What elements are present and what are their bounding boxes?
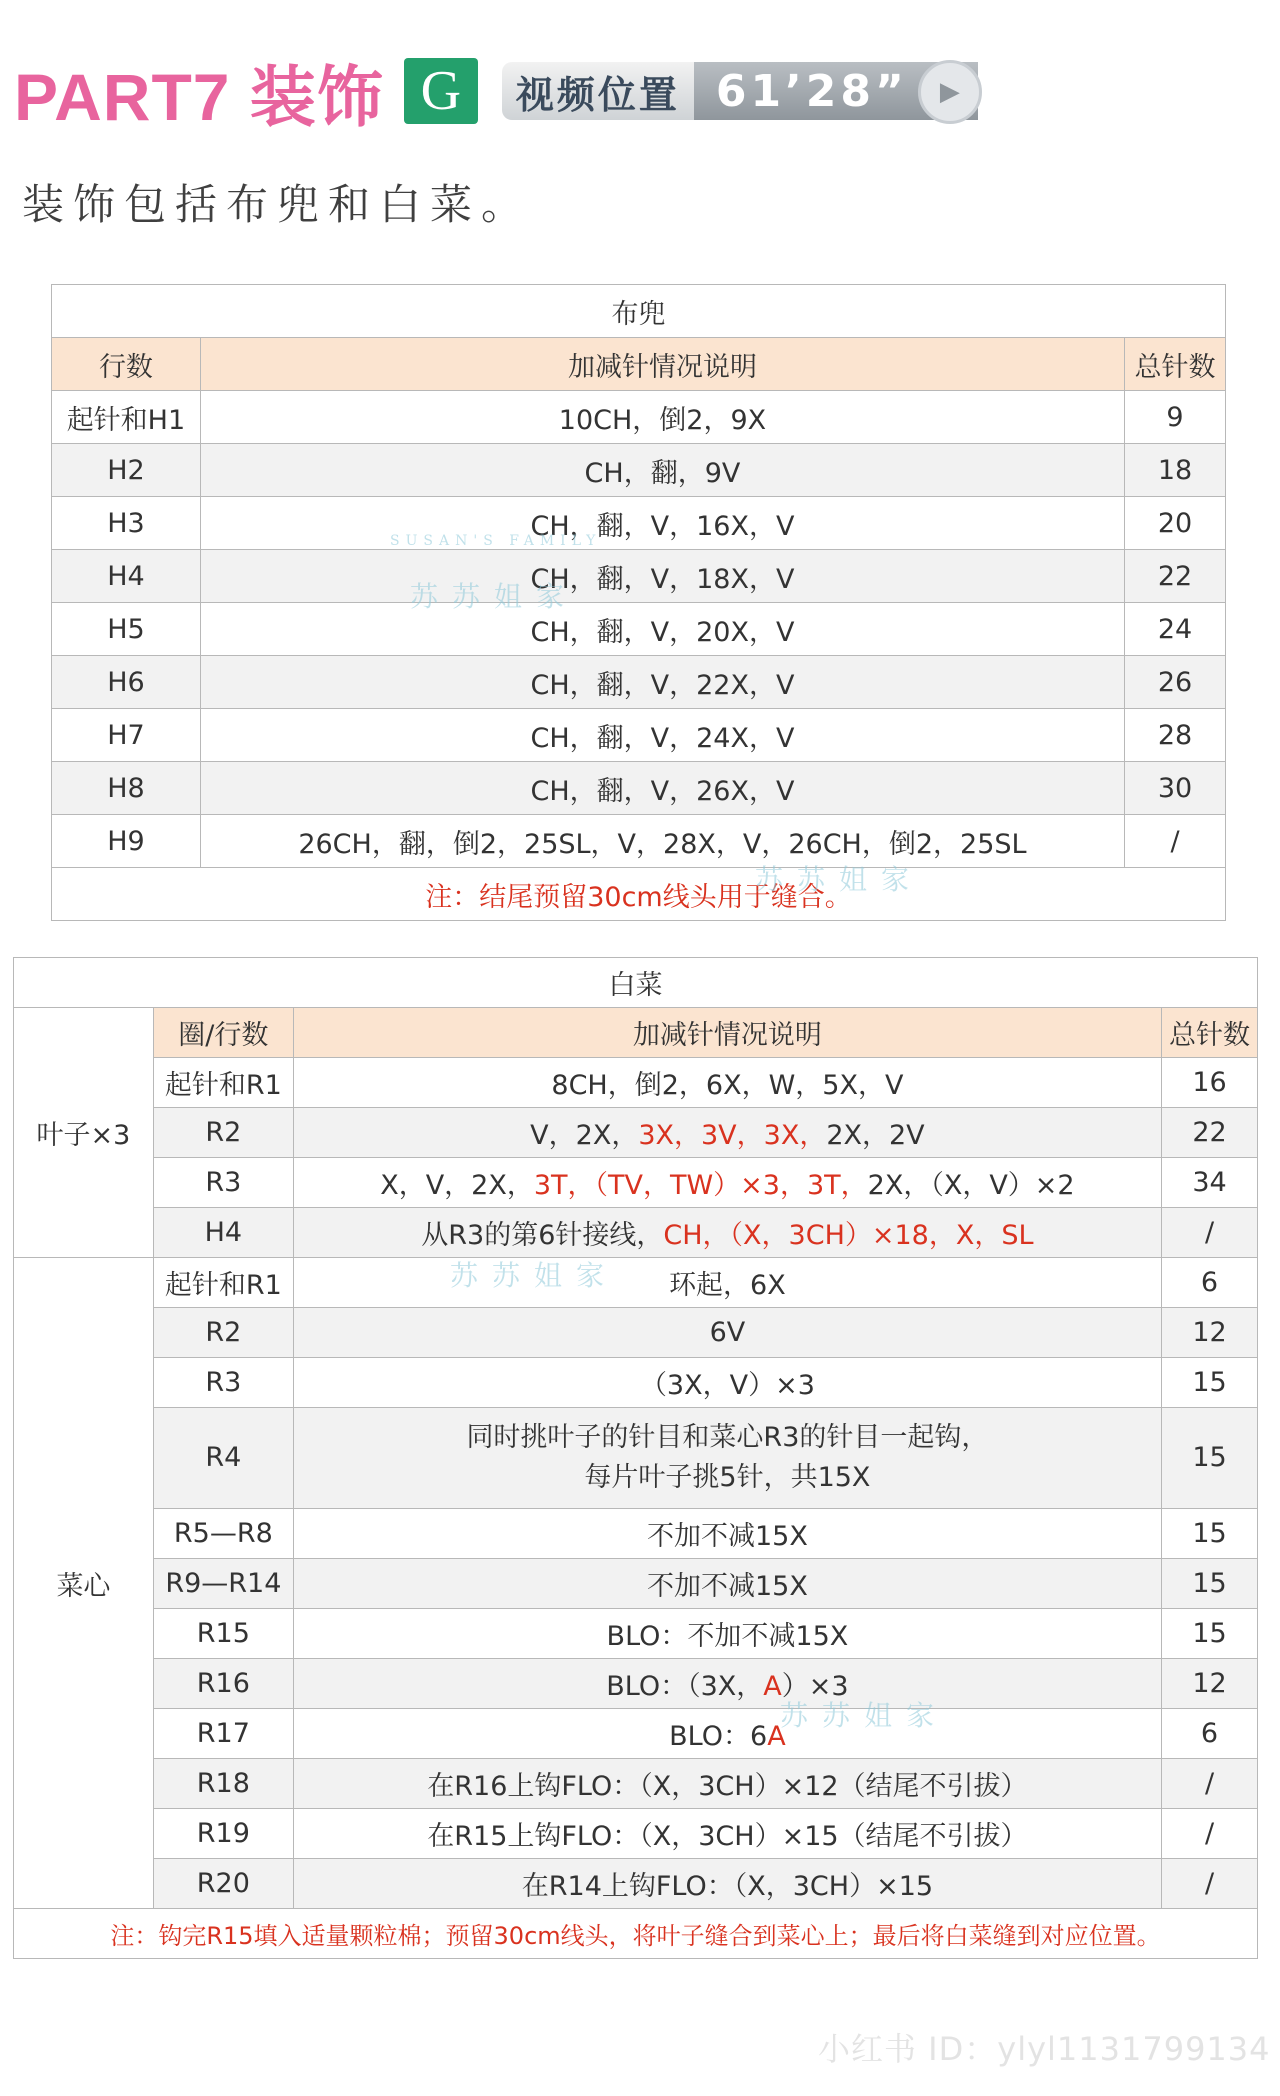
row-total: 12 [1162,1659,1258,1709]
row-label: R9—R14 [153,1559,293,1609]
row-total: 9 [1125,391,1226,444]
row-label: H7 [52,709,201,762]
brand-watermark: 苏苏姐家 [780,1699,949,1732]
cabbage-note: 注：钩完R15填入适量颗粒棉；预留30cm线头，将叶子缝合到菜心上；最后将白菜缝到对应位置。 [14,1909,1258,1959]
table-row [52,656,1226,709]
row-desc: 环起，6X [293,1258,1161,1308]
table-row [14,1659,1258,1709]
row-label: 起针和H1 [52,391,201,444]
row-total: 28 [1125,709,1226,762]
row-label: 起针和R1 [153,1258,293,1308]
desc-line: 每片叶子挑5针，共15X [584,1462,871,1493]
table-row [14,1108,1258,1158]
row-total: / [1162,1809,1258,1859]
table-row [52,497,1226,550]
row-desc [293,1208,1161,1258]
row-total: / [1125,815,1226,868]
table-row [14,1258,1258,1308]
desc-part: X，V，2X， [380,1170,534,1201]
desc-part: BLO：6 [669,1721,768,1752]
desc-part: V，2X， [530,1120,639,1151]
row-label: H6 [52,656,201,709]
row-total: 20 [1125,497,1226,550]
row-total: 15 [1162,1408,1258,1509]
row-label: R5—R8 [153,1509,293,1559]
table-row [14,1859,1258,1909]
row-desc [293,1108,1161,1158]
table-row [52,709,1226,762]
row-desc: CH，翻，V，20X，V [200,603,1124,656]
row-total: 15 [1162,1358,1258,1408]
col-header-total: 总针数 [1162,1008,1258,1058]
row-total: 30 [1125,762,1226,815]
cabbage-table-title: 白菜 [14,958,1258,1008]
table-row [52,550,1226,603]
row-label: R4 [153,1408,293,1509]
row-desc: 不加不减15X [293,1509,1161,1559]
row-total: 22 [1125,550,1226,603]
row-label: H3 [52,497,201,550]
row-label: H5 [52,603,201,656]
desc-highlight: A [767,1721,786,1752]
row-desc: 8CH，倒2，6X，W，5X，V [293,1058,1161,1108]
col-header-row: 圈/行数 [153,1008,293,1058]
row-desc: 在R16上钩FLO：（X，3CH）×12（结尾不引拔） [293,1759,1161,1809]
footer-watermark: 小红书 ID：ylyl1131799134 [818,2030,1271,2068]
video-position-button[interactable] [502,62,978,120]
table-row [14,1408,1258,1509]
row-desc: CH，翻，V，16X，V [200,497,1124,550]
bag-note: 注：结尾预留30cm线头用于缝合。 [52,868,1226,921]
row-desc: 不加不减15X [293,1559,1161,1609]
row-label: R18 [153,1759,293,1809]
table-row [52,762,1226,815]
row-desc: BLO：不加不减15X [293,1609,1161,1659]
row-desc [293,1659,1161,1709]
row-label: R3 [153,1158,293,1208]
row-desc: 6V [293,1308,1161,1358]
row-total: 24 [1125,603,1226,656]
cabbage-table [13,957,1258,1959]
desc-highlight: 3T，（TV，TW）×3，3T， [533,1170,868,1201]
row-desc: CH，翻，9V [200,444,1124,497]
desc-part: BLO：（3X， [606,1671,764,1702]
row-total: / [1162,1208,1258,1258]
desc-line: 同时挑叶子的针目和菜心R3的针目一起钩， [466,1422,989,1453]
row-label: H9 [52,815,201,868]
bag-table-title: 布兜 [52,285,1226,338]
video-time: 61’28” [694,62,978,120]
row-desc [293,1158,1161,1208]
row-label: R20 [153,1859,293,1909]
brand-watermark: 苏苏姐家 [410,580,579,613]
table-row [14,1158,1258,1208]
row-total: 16 [1162,1058,1258,1108]
table-row [14,1308,1258,1358]
col-header-total: 总针数 [1125,338,1226,391]
col-header-row: 行数 [52,338,201,391]
brand-watermark-en: SUSAN'S FAMILY [390,533,602,549]
row-total: 6 [1162,1709,1258,1759]
desc-part: 从R3的第6针接线， [421,1220,664,1251]
table-row [14,1759,1258,1809]
col-header-desc: 加减针情况说明 [293,1008,1161,1058]
table-row [52,815,1226,868]
intro-text: 装饰包括布兜和白菜。 [22,180,533,229]
table-row [14,1208,1258,1258]
row-total: 18 [1125,444,1226,497]
row-label: R2 [153,1308,293,1358]
table-row [52,603,1226,656]
page-header [14,48,978,134]
row-total: 26 [1125,656,1226,709]
table-row [52,444,1226,497]
row-label: H8 [52,762,201,815]
row-label: 起针和R1 [153,1058,293,1108]
table-row [14,1609,1258,1659]
brand-watermark: 苏苏姐家 [450,1259,619,1292]
table-row [14,1809,1258,1859]
group-leaf: 叶子×3 [14,1008,154,1258]
group-heart: 菜心 [14,1258,154,1909]
row-total: / [1162,1759,1258,1809]
row-label: H4 [153,1208,293,1258]
table-row [14,1509,1258,1559]
play-icon[interactable]: ▶ [918,60,982,124]
bag-table [51,284,1226,921]
desc-part: 2X，（X，V）×2 [867,1170,1075,1201]
g-badge: G [404,58,478,124]
col-header-desc: 加减针情况说明 [200,338,1124,391]
table-row [14,1709,1258,1759]
row-desc: 26CH，翻，倒2，25SL，V，28X，V，26CH，倒2，25SL [200,815,1124,868]
row-total: 15 [1162,1559,1258,1609]
row-label: H4 [52,550,201,603]
row-desc: CH，翻，V，24X，V [200,709,1124,762]
row-label: R2 [153,1108,293,1158]
desc-part: ）×3 [781,1671,849,1702]
row-total: 15 [1162,1609,1258,1659]
row-label: R15 [153,1609,293,1659]
row-total: 12 [1162,1308,1258,1358]
desc-highlight: A [763,1671,782,1702]
video-position-label: 视频位置 [502,62,694,120]
row-label: R3 [153,1358,293,1408]
row-total: / [1162,1859,1258,1909]
row-desc: CH，翻，V，26X，V [200,762,1124,815]
table-row [14,1058,1258,1108]
table-row [14,1358,1258,1408]
desc-highlight: 3X，3V，3X， [638,1120,827,1151]
row-desc: 在R15上钩FLO：（X，3CH）×15（结尾不引拔） [293,1809,1161,1859]
row-total: 22 [1162,1108,1258,1158]
row-desc: 在R14上钩FLO：（X，3CH）×15 [293,1859,1161,1909]
part-title: PART7 装饰 [14,59,384,134]
row-label: R19 [153,1809,293,1859]
row-total: 6 [1162,1258,1258,1308]
row-desc: CH，翻，V，22X，V [200,656,1124,709]
row-total: 34 [1162,1158,1258,1208]
brand-watermark: 苏苏姐家 [755,863,924,896]
row-desc [293,1709,1161,1759]
table-row [52,391,1226,444]
row-desc [293,1408,1161,1509]
row-label: R17 [153,1709,293,1759]
row-label: H2 [52,444,201,497]
row-total: 15 [1162,1509,1258,1559]
row-desc: （3X，V）×3 [293,1358,1161,1408]
desc-highlight: CH，（X，3CH）×18，X，SL [663,1220,1034,1251]
row-desc: CH，翻，V，18X，V [200,550,1124,603]
table-row [14,1559,1258,1609]
row-desc: 10CH，倒2，9X [200,391,1124,444]
desc-part: 2X，2V [826,1120,925,1151]
row-label: R16 [153,1659,293,1709]
